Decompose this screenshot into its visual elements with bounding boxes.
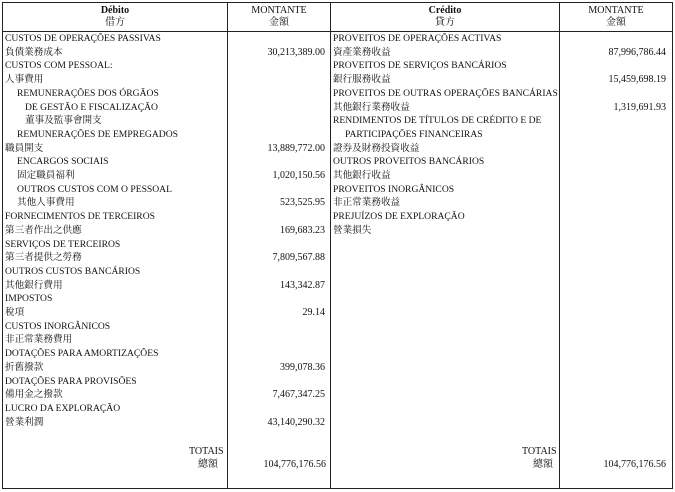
- credit-header-zh: 貸方: [435, 17, 455, 28]
- credit-item-label: 銀行服務收益: [333, 74, 391, 86]
- debit-item-label: IMPOSTOS: [5, 293, 53, 305]
- debit-amount-header: [228, 3, 330, 31]
- debit-item-label: 人事費用: [5, 74, 44, 86]
- debit-item-label: 負債業務成本: [5, 46, 63, 58]
- column-divider: [227, 3, 228, 488]
- credit-item-label: 營業損失: [333, 224, 372, 236]
- credit-header-pt: Crédito: [428, 5, 462, 16]
- debit-header: [3, 3, 227, 31]
- debit-item-amount: 43,140,290.32: [267, 416, 325, 428]
- credit-totals-label-zh: 總額: [533, 459, 553, 470]
- credit-item-amount: 87,996,786.44: [608, 46, 666, 58]
- debit-item-amount: 523,525.95: [280, 197, 325, 209]
- debit-item-amount: 169,683.23: [280, 224, 325, 236]
- credit-item-amount: 15,459,698.19: [608, 74, 666, 86]
- debit-item-amount: 143,342.87: [280, 279, 325, 291]
- credit-item-label: 資產業務收益: [333, 46, 391, 58]
- credit-item-label: OUTROS PROVEITOS BANCÁRIOS: [333, 156, 485, 168]
- debit-item-label: 第三者作出之供應: [5, 224, 82, 236]
- debit-item-label: CUSTOS COM PESSOAL:: [5, 60, 113, 72]
- debit-item-amount: 399,078.36: [280, 361, 325, 373]
- debit-item-label: DE GESTÃO E FISCALIZAÇÃO: [25, 101, 158, 113]
- debit-item-label: 備用金之撥款: [5, 389, 63, 401]
- credit-item-label: PARTICIPAÇÕES FINANCEIRAS: [345, 128, 483, 140]
- debit-item-amount: 29.14: [302, 307, 325, 318]
- debit-item-label: 董事及監事會開支: [25, 115, 102, 127]
- credit-amount-header: [560, 3, 672, 31]
- credit-totals-label-pt: TOTAIS: [522, 446, 557, 457]
- credit-amount-header-pt: MONTANTE: [588, 5, 644, 16]
- debit-item-label: ENCARGOS SOCIAIS: [17, 156, 109, 168]
- debit-totals-label-pt: TOTAIS: [189, 446, 224, 457]
- credit-item-label: PROVEITOS INORGÂNICOS: [333, 183, 455, 195]
- debit-item-label: OUTROS CUSTOS BANCÁRIOS: [5, 265, 141, 277]
- debit-item-label: 折舊撥款: [5, 361, 44, 373]
- debit-item-amount: 30,213,389.00: [267, 46, 325, 58]
- debit-item-label: REMUNERAÇÕES DOS ÓRGÃOS: [17, 87, 159, 99]
- credit-item-label: PROVEITOS DE OUTRAS OPERAÇÕES BANCÁRIAS: [333, 87, 558, 99]
- debit-item-label: 其他銀行費用: [5, 279, 63, 291]
- credit-item-amount: 1,319,691.93: [613, 101, 666, 113]
- debit-item-label: 稅項: [5, 307, 25, 318]
- debit-header-zh: 借方: [105, 17, 125, 28]
- credit-item-label: 其他銀行收益: [333, 170, 391, 181]
- credit-item-label: 非正常業務收益: [333, 197, 401, 209]
- debit-item-label: 其他人事費用: [17, 197, 75, 209]
- debit-item-amount: 13,889,772.00: [267, 142, 325, 154]
- debit-totals-label-zh: 總額: [198, 459, 218, 470]
- debit-item-amount: 7,809,567.88: [272, 252, 325, 264]
- debit-item-label: CUSTOS DE OPERAÇÕES PASSIVAS: [5, 33, 161, 44]
- credit-amount-header-zh: 金額: [606, 17, 626, 28]
- credit-item-label: 證券及財務投資收益: [333, 142, 420, 154]
- debit-item-label: DOTAÇÕES PARA AMORTIZAÇÕES: [5, 348, 159, 360]
- debit-item-label: 非正常業務費用: [5, 334, 73, 346]
- credit-item-label: PROVEITOS DE OPERAÇÕES ACTIVAS: [333, 33, 502, 44]
- credit-item-label: RENDIMENTOS DE TÍTULOS DE CRÉDITO E DE: [333, 115, 542, 127]
- credit-header: [331, 3, 559, 31]
- debit-amount-header-pt: MONTANTE: [251, 5, 307, 16]
- debit-item-label: 營業利潤: [5, 416, 44, 428]
- column-divider: [330, 3, 331, 488]
- debit-item-amount: 1,020,150.56: [272, 170, 325, 181]
- debit-item-label: DOTAÇÕES PARA PROVISÕES: [5, 375, 137, 387]
- debit-item-label: 第三者提供之勞務: [5, 252, 82, 264]
- credit-item-label: PREJUÍZOS DE EXPLORAÇÃO: [333, 211, 465, 223]
- debit-item-amount: 7,467,347.25: [272, 389, 325, 401]
- debit-item-label: SERVIÇOS DE TERCEIROS: [5, 238, 121, 250]
- debit-header-pt: Débito: [100, 5, 130, 16]
- debit-item-label: REMUNERAÇÕES DE EMPREGADOS: [17, 128, 178, 140]
- credit-item-label: PROVEITOS DE SERVIÇOS BANCÁRIOS: [333, 60, 507, 72]
- debit-item-label: CUSTOS INORGÂNICOS: [5, 320, 111, 332]
- debit-amount-header-zh: 金額: [269, 17, 289, 28]
- debit-item-label: FORNECIMENTOS DE TERCEIROS: [5, 211, 155, 223]
- debit-item-label: 固定職員福利: [17, 170, 75, 181]
- debit-item-label: LUCRO DA EXPLORAÇÃO: [5, 402, 121, 414]
- debit-total-value: 104,776,176.56: [263, 459, 326, 470]
- profit-loss-table: [2, 2, 673, 489]
- credit-item-label: 其他銀行業務收益: [333, 101, 410, 113]
- debit-item-label: 職員開支: [5, 142, 44, 154]
- column-divider: [559, 3, 560, 488]
- credit-total-value: 104,776,176.56: [603, 459, 666, 470]
- debit-item-label: OUTROS CUSTOS COM O PESSOAL: [17, 183, 172, 195]
